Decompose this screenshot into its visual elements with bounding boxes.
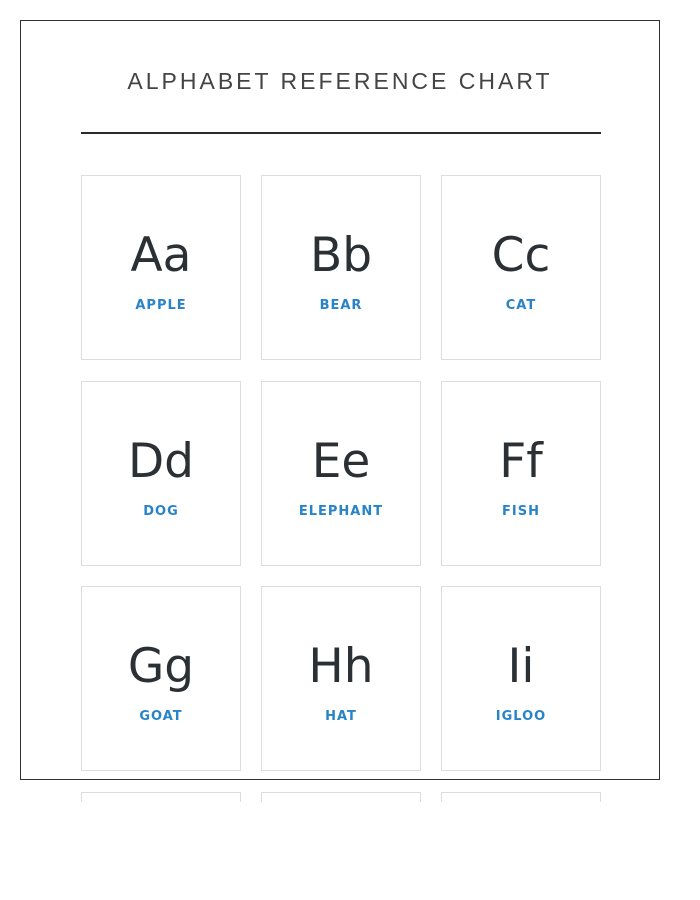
- example-word: DOG: [143, 504, 179, 519]
- letter-pair: Ii: [507, 639, 535, 694]
- letter-card: [261, 175, 421, 360]
- example-word: IGLOO: [495, 709, 547, 724]
- letter-pair: Hh: [308, 639, 374, 694]
- letter-card: [261, 381, 421, 566]
- example-word: CAT: [505, 298, 537, 313]
- example-word: GOAT: [139, 709, 183, 724]
- letter-card: [261, 586, 421, 771]
- letter-card: [81, 175, 241, 360]
- page-title: ALPHABET REFERENCE CHART: [127, 68, 553, 94]
- example-word: ELEPHANT: [298, 504, 384, 519]
- letter-grid: [81, 175, 601, 802]
- letter-card-partial: [441, 792, 601, 802]
- letter-card: [81, 586, 241, 771]
- example-word: HAT: [325, 709, 357, 724]
- letter-card: [441, 586, 601, 771]
- letter-pair: Dd: [127, 434, 195, 489]
- letter-card-partial: [261, 792, 421, 802]
- example-word: BEAR: [319, 298, 363, 313]
- letter-pair: Cc: [491, 228, 551, 283]
- letter-pair: Aa: [130, 228, 192, 283]
- letter-card: [441, 381, 601, 566]
- letter-card: [81, 381, 241, 566]
- letter-pair: Gg: [127, 639, 195, 694]
- example-word: FISH: [502, 504, 540, 519]
- letter-card: [441, 175, 601, 360]
- letter-pair: Ff: [499, 434, 543, 489]
- letter-pair: Bb: [309, 228, 373, 283]
- title-divider: [81, 132, 601, 134]
- letter-card-partial: [81, 792, 241, 802]
- example-word: APPLE: [135, 298, 187, 313]
- letter-pair: Ee: [311, 434, 371, 489]
